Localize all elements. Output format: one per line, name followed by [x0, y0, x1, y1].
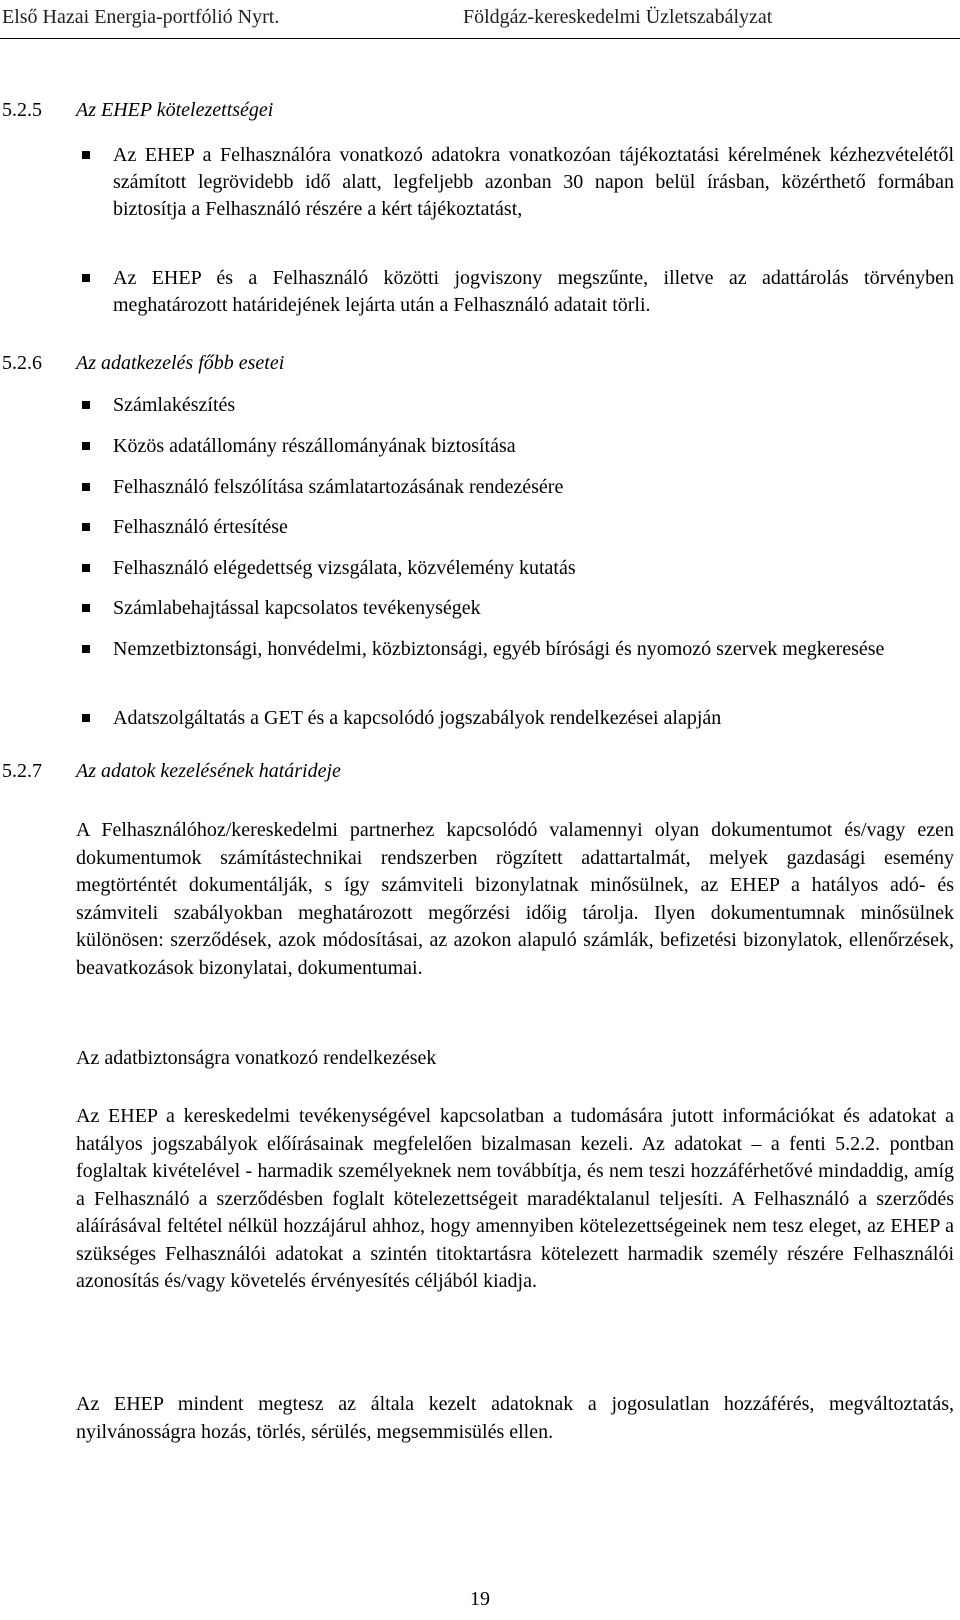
bullet-square-icon — [82, 483, 90, 491]
list-item-text: Az EHEP a Felhasználóra vonatkozó adatokra vonatkozóan tájékoztatási kérelmének kézhezvételétől számított legrövidebb idő alatt, legfeljebb azonban 30 napon belül írásban, közérthető formában biztosítja a Felhasználó részére a kért tájékoztatást, — [113, 144, 954, 220]
bullet-square-icon — [82, 604, 90, 612]
bullet-square-icon — [82, 151, 90, 159]
header-company-name: Első Hazai Energia-portfólió Nyrt. — [2, 6, 280, 28]
security-paragraph-1: Az EHEP a kereskedelmi tevékenységével kapcsolatban a tudomására jutott információkat és adatokat a hatályos jogszabályok előírásainak megfelelően bizalmasan kezeli. Az adatokat – a fenti 5.2.2. pontban foglaltak kivételével - harmadik személyeknek nem továbbítja, és nem teszi hozzáférhetővé mindaddig, amíg a Felhasználó a szerződésben foglalt kötelezettségeit maradéktalanul teljesíti. A Felhasználó a szerződés aláírásával feltétel nélkül hozzájárul ahhoz, hogy amennyiben kötelezettségeinek nem tesz eleget, az EHEP a szükséges Felhasználói adatokat a szintén titoktartásra kötelezett harmadik személy részére Felhasználói azonosítás és/vagy követelés érvényesítés céljából kiadja. — [76, 1105, 954, 1292]
list-item-text: Számlabehajtással kapcsolatos tevékenységek — [113, 597, 481, 619]
list-item — [82, 595, 954, 622]
list-item-text: Felhasználó értesítése — [113, 516, 288, 538]
bullet-square-icon — [82, 274, 90, 282]
list-item-text: Nemzetbiztonsági, honvédelmi, közbiztonsági, egyéb bírósági és nyomozó szervek megkeresése — [113, 638, 885, 660]
list-item — [82, 142, 954, 223]
list-item — [82, 555, 954, 582]
list-item — [82, 392, 954, 419]
bullet-square-icon — [82, 401, 90, 409]
section-number: 5.2.5 — [2, 99, 42, 121]
security-paragraph-2: Az EHEP mindent megtesz az általa kezelt adatoknak a jogosulatlan hozzáférés, megváltoztatás, nyilvánosságra hozás, törlés, sérülés, megsemmisülés ellen. — [76, 1393, 954, 1443]
list-item-text: Közös adatállomány részállományának biztosítása — [113, 435, 516, 457]
page-number: 19 — [470, 1588, 490, 1610]
section-number: 5.2.6 — [2, 352, 42, 374]
bullet-square-icon — [82, 523, 90, 531]
section-number: 5.2.7 — [2, 760, 42, 782]
bullet-square-icon — [82, 645, 90, 653]
list-item — [82, 265, 954, 319]
list-item — [82, 636, 954, 663]
list-item — [82, 514, 954, 541]
list-item-text: Felhasználó felszólítása számlatartozásának rendezésére — [113, 476, 564, 498]
header-document-title: Földgáz-kereskedelmi Üzletszabályzat — [463, 6, 773, 28]
list-item-text: Az EHEP és a Felhasználó közötti jogviszony megszűnte, illetve az adattárolás törvényben meghatározott határidejének lejárta után a Felhasználó adatait törli. — [113, 267, 954, 316]
section-5-2-6-heading — [2, 352, 284, 375]
list-item — [82, 474, 954, 501]
list-item-text: Számlakészítés — [113, 394, 236, 416]
section-5-2-5-heading — [2, 99, 273, 122]
list-item — [82, 705, 954, 732]
list-item-text: Adatszolgáltatás a GET és a kapcsolódó jogszabályok rendelkezései alapján — [113, 707, 722, 729]
section-5-2-7-heading — [2, 760, 341, 783]
section-title: Az adatkezelés főbb esetei — [76, 352, 285, 374]
bullet-square-icon — [82, 442, 90, 450]
security-subheading: Az adatbiztonságra vonatkozó rendelkezések — [76, 1047, 437, 1069]
list-item-text: Felhasználó elégedettség vizsgálata, közvélemény kutatás — [113, 557, 576, 579]
bullet-square-icon — [82, 564, 90, 572]
retention-paragraph: A Felhasználóhoz/kereskedelmi partnerhez kapcsolódó valamennyi olyan dokumentumot és/vagy ezen dokumentumok számítástechnikai rendszerben rögzített adattartalmát, melyek gazdasági esemény megtörténtét dokumentálják, s így számviteli bizonylatnak minősülnek, az EHEP a hatályos adó- és számviteli szabályokban meghatározott megőrzési időig tárolja. Ilyen dokumentumnak minősülnek különösen: szerződések, azok módosításai, az azokon alapuló számlák, befizetési bizonylatok, ellenőrzések, beavatkozások bizonylatai, dokumentumai. — [76, 819, 954, 979]
header-divider — [0, 38, 960, 39]
bullet-square-icon — [82, 714, 90, 722]
section-title: Az adatok kezelésének határideje — [76, 760, 341, 782]
section-title: Az EHEP kötelezettségei — [76, 99, 274, 121]
list-item — [82, 433, 954, 460]
